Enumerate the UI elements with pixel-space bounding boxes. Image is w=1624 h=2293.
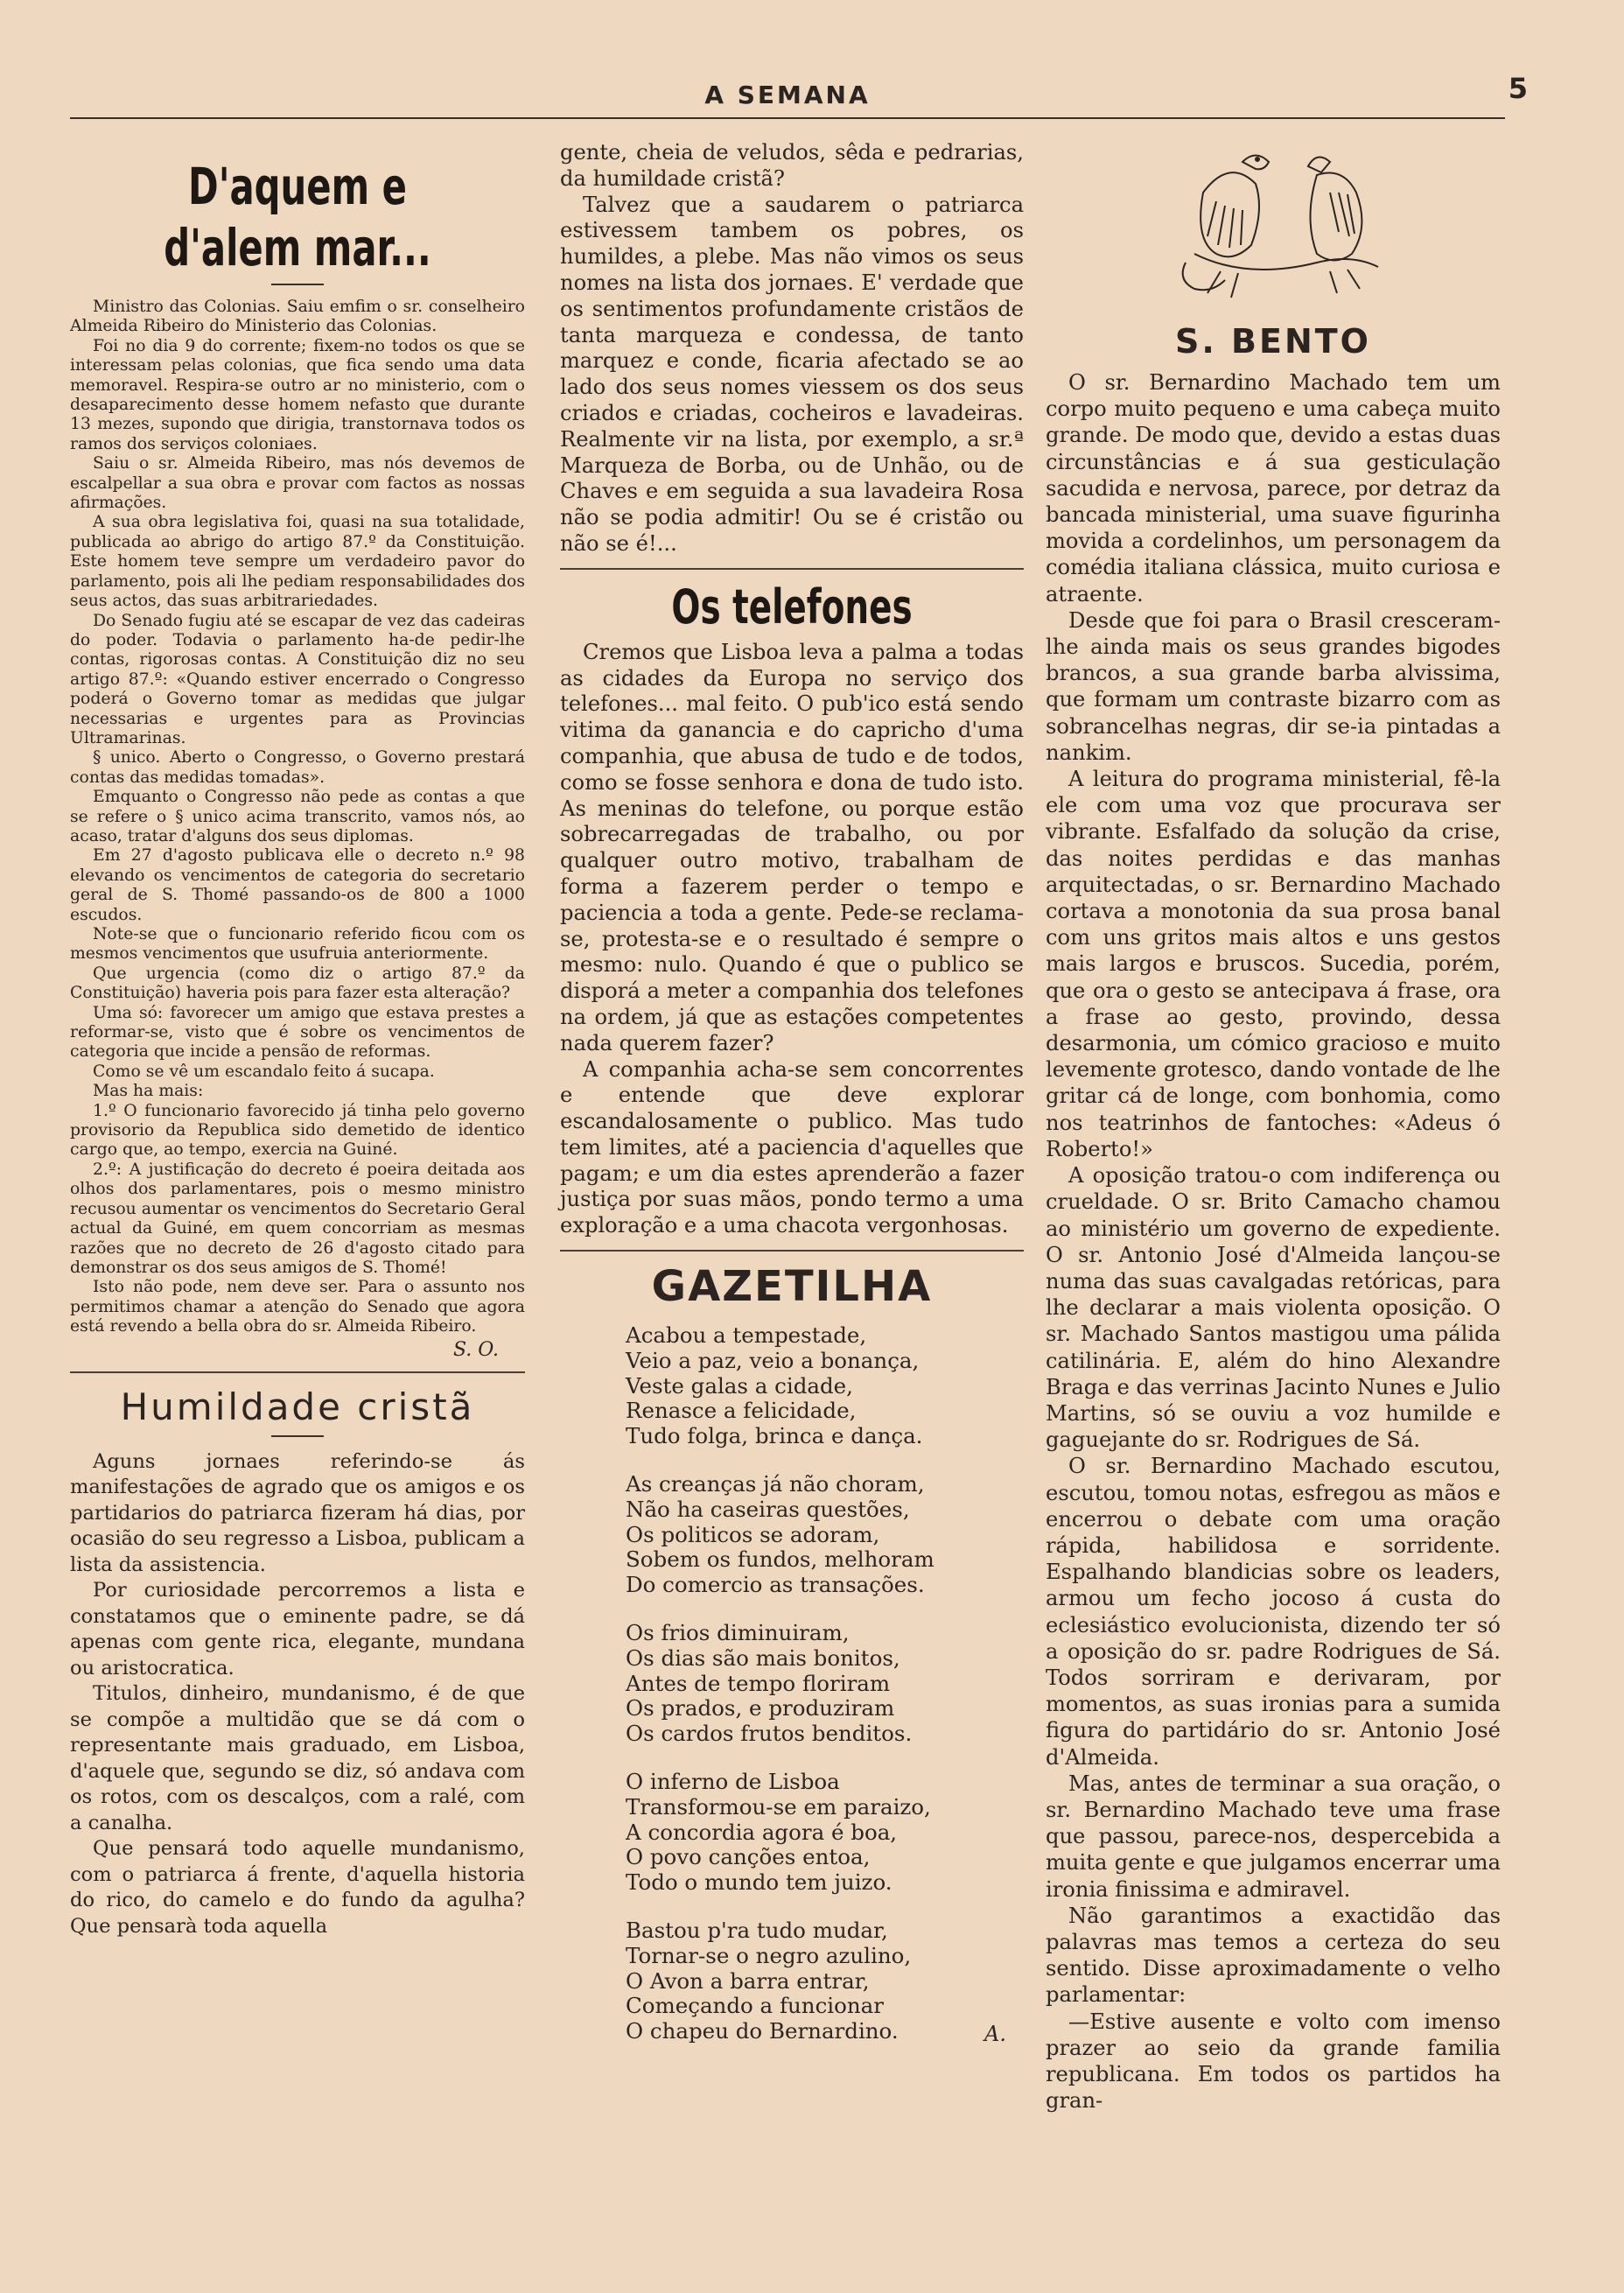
verse: Os cardos frutos benditos. bbox=[626, 1721, 913, 1747]
paragraph: 1.º O funcionario favorecido já tinha pelo governo provisorio da Republica sido demetido de identico cargo que, ao tempo, exercia na Guiné. bbox=[70, 1101, 525, 1160]
title-dash bbox=[271, 1435, 324, 1437]
paragraph: Por curiosidade percorremos a lista e constatamos que o eminente padre, se dá apenas com gente rica, elegante, mundana ou aristocratica. bbox=[70, 1579, 525, 1679]
article-title-gazetilha: GAZETILHA bbox=[651, 1262, 933, 1312]
paragraph: Talvez que a saudarem o patriarca estivessem tambem os pobres, os humildes, a plebe. Mas não vimos os seus nomes na lista dos jornaes. E' verdade que os sentimentos profundamente cristãos de tanta marqueza e condessa, de tanto marquez e conde, ficaria afectado se ao lado dos seus nomes viessem os dos seus criados e criadas, cocheiros e lavadeiras. Realmente vir na lista, por exemplo, a sr.ª Marqueza de Borba, ou de Unhão, ou de Chaves e em seguida a sua lavadeira Rosa não se podia admitir! Ou se é cristão ou não se é!... bbox=[560, 192, 1024, 556]
paragraph: 2.º: A justificação do decreto é poeira deitada aos olhos dos parlamentares, pois o mesmo ministro recusou aumentar os vencimentos do Secretario Geral actual da Guiné, em quem concorriam as mesmas razões que no decreto de 26 d'agosto citado para demonstrar os dos seus amigos de S. Thomé! bbox=[70, 1160, 525, 1277]
verse: Acabou a tempestade, bbox=[626, 1322, 867, 1349]
paragraph: A oposição tratou-o com indiferença ou crueldade. O sr. Brito Camacho chamou ao ministério um governo de expediente. O sr. Antonio José d'Almeida lançou-se numa das suas cavalgadas retóricas, para lhe declarar a mais violenta oposição. O sr. Machado Santos mastigou uma pálida catilinária. E, além do hino Alexandre Braga e das verrinas Jacinto Nunes e Julio Martins, só se ouviu a voz humilde e gaguejante do sr. Rodrigues de Sá. bbox=[1046, 1163, 1501, 1453]
separator bbox=[560, 568, 1024, 570]
verse: Tornar-se o negro azulino, bbox=[626, 1942, 912, 1968]
verse: O Avon a barra entrar, bbox=[626, 1967, 870, 1994]
verse: Transformou-se em paraizo, bbox=[626, 1793, 931, 1820]
paragraph: Isto não pode, nem deve ser. Para o assunto nos permitimos chamar a atenção do Senado que agora está revendo a bella obra do sr. Almeida Ribeiro. bbox=[70, 1278, 525, 1336]
paragraph: Que urgencia (como diz o artigo 87.º da Constituição) haveria pois para fazer esta alteração? bbox=[70, 964, 525, 1003]
paragraph: A sua obra legislativa foi, quasi na sua totalidade, publicada ao abrigo do artigo 87.º da Constituição. Este homem teve sempre um verdadeiro pavor do parlamento, pois ali lhe pediam responsabilidades dos seus actos, das suas arbitrariedades. bbox=[70, 513, 525, 611]
verse: Sobem os fundos, melhoram bbox=[626, 1546, 934, 1573]
verse: Não ha caseiras questões, bbox=[626, 1496, 910, 1522]
paragraph: Como se vê um escandalo feito á sucapa. bbox=[93, 1062, 435, 1081]
header-rule bbox=[70, 117, 1505, 119]
paragraph: Desde que foi para o Brasil cresceram-lhe ainda mais os seus grandes bigodes brancos, a sua grande barba alvissima, que formam um contraste bizarro com as sobrancelhas negras, dir se-ia pintadas a nankim. bbox=[1046, 607, 1501, 765]
paragraph: A companhia acha-se sem concorrentes e entende que deve explorar escandalosamente o publico. Mas tudo tem limites, até a paciencia d'aquelles que pagam; e um dia estes aprenderão a fazer justiça por suas mãos, pondo termo a uma exploração e a uma chacota vergonhosas. bbox=[560, 1056, 1024, 1238]
verse: Veio a paz, veio a bonança, bbox=[626, 1347, 920, 1373]
verse: Bastou p'ra tudo mudar, bbox=[626, 1918, 888, 1944]
article-body-telefones bbox=[560, 640, 1024, 1239]
separator bbox=[560, 1250, 1024, 1252]
paragraph: Ministro das Colonias. Saiu emfim o sr. conselheiro Almeida Ribeiro do Ministerio das Colonias. bbox=[70, 298, 525, 336]
verse: Os frios diminuiram, bbox=[626, 1620, 850, 1646]
stanza bbox=[626, 1770, 1024, 1896]
verse: Veste galas a cidade, bbox=[626, 1372, 853, 1399]
article-body-daquem bbox=[70, 298, 525, 1337]
verse: Todo o mundo tem juizo. bbox=[626, 1869, 892, 1896]
birds-illustration-icon bbox=[1142, 140, 1404, 315]
paragraph: Saiu o sr. Almeida Ribeiro, mas nós devemos de escalpellar a sua obra e provar com factos as nossas afirmações. bbox=[70, 454, 525, 513]
verse: Tudo folga, brinca e dança. bbox=[626, 1423, 923, 1449]
verse: Do comercio as transações. bbox=[626, 1572, 925, 1598]
article-title-daquem: D'aquem e d'alem mar... bbox=[164, 157, 431, 277]
article-body-humildade-cont bbox=[560, 140, 1024, 557]
paragraph: gente, cheia de veludos, sêda e pedrarias, da humildade cristã? bbox=[560, 140, 1024, 191]
article-title-humildade: Humildade cristã bbox=[120, 1385, 475, 1428]
paragraph: Em 27 d'agosto publicava elle o decreto n.º 98 elevando os vencimentos de categoria do secretario geral de S. Thomé passando-os de 800 a 1000 escudos. bbox=[70, 846, 525, 924]
paragraph: Do Senado fugiu até se escapar de vez das cadeiras do poder. Todavia o parlamento ha-de pedir-lhe contas, rigorosas contas. A Constituição diz no seu artigo 87.º: «Quando estiver encerrado o Congresso poderá o Governo tomar as medidas que julgar necessarias e urgentes para as Provincias Ultramarinas. bbox=[70, 611, 525, 747]
paragraph: A leitura do programa ministerial, fê-la ele com uma voz que procurava ser vibrante. Esfalfado da solução da crise, das noites perdidas e das manhas arquitectadas, o sr. Bernardino Machado cortava a monotonia da sua prosa banal com uns gritos mais altos e uns gestos mais largos e bruscos. Sucedia, porém, que ora o gesto se antecipava á frase, ora a frase ao gesto, provindo, dessa desarmonia, um cómico gracioso e muito levemente grotesco, dando vontade de lhe gritar cá de longe, com bonhomia, como nos teatrinhos de fantoches: «Adeus ó Roberto!» bbox=[1046, 767, 1501, 1161]
verse: O chapeu do Bernardino. bbox=[626, 2018, 899, 2044]
paragraph: Note-se que o funcionario referido ficou com os mesmos vencimentos que usufruia anteriormente. bbox=[70, 925, 525, 964]
paragraph: Foi no dia 9 do corrente; fixem-no todos os que se interessam pelas colonias, que fica sendo uma data memoravel. Respira-se outro ar no ministerio, com o desaparecimento desse homem nefasto que durante 13 mezes, supondo que dirigia, transtornava todos os ramos dos serviços coloniaes. bbox=[70, 336, 525, 453]
verse: Os dias são mais bonitos, bbox=[626, 1644, 900, 1671]
paragraph: Aguns jornaes referindo-se ás manifestações de agrado que os amigos e os partidarios do patriarca fizeram há dias, por ocasião do seu regresso a Lisboa, publicam a lista da assistencia. bbox=[70, 1449, 525, 1576]
verse: Os prados, e produziram bbox=[626, 1695, 895, 1722]
signature: S. O. bbox=[452, 1338, 499, 1361]
page-number: 5 bbox=[1508, 72, 1528, 105]
column-3 bbox=[1046, 140, 1501, 2114]
article-title-sbento: S. BENTO bbox=[1175, 322, 1371, 361]
paragraph: —Estive ausente e volto com imenso prazer ao seio da grande familia republicana. Em todos os partidos ha gran- bbox=[1046, 2009, 1501, 2114]
verse: Os politicos se adoram, bbox=[626, 1521, 880, 1547]
article-title-telefones: Os telefones bbox=[671, 579, 913, 635]
paragraph: Mas, antes de terminar a sua oração, o sr. Bernardino Machado teve uma frase que passou, parece-nos, despercebida a muita gente e que julgamos encerrar uma ironia finissima e admiravel. bbox=[1046, 1771, 1501, 1902]
stanza bbox=[626, 1323, 1024, 1449]
poem-signature: A. bbox=[984, 2022, 1006, 2046]
column-2 bbox=[560, 140, 1024, 2046]
column-1 bbox=[70, 140, 525, 1939]
verse: Renasce a felicidade, bbox=[626, 1398, 857, 1424]
verse: As creanças já não choram, bbox=[626, 1471, 925, 1497]
verse: Começando a funcionar bbox=[626, 1993, 884, 2019]
article-body-humildade bbox=[70, 1449, 525, 1940]
article-body-sbento bbox=[1046, 369, 1501, 2114]
masthead: A SEMANA bbox=[704, 81, 871, 109]
paragraph: § unico. Aberto o Congresso, o Governo prestará contas das medidas tomadas». bbox=[70, 748, 525, 787]
paragraph: O sr. Bernardino Machado tem um corpo muito pequeno e uma cabeça muito grande. De modo que, devido a estas duas circunstâncias e á sua gesticulação sacudida e nervosa, parece, por detraz da bancada ministerial, uma suave figurinha movida a cordelinhos, um personagem da comédia italiana clássica, muito curiosa e atraente. bbox=[1046, 370, 1501, 607]
paragraph: Emquanto o Congresso não pede as contas a que se refere o § unico acima transcrito, vamos nós, ao acaso, tratar d'alguns dos seus diplomas. bbox=[70, 788, 525, 845]
paragraph: Mas ha mais: bbox=[93, 1082, 204, 1101]
verse: O povo canções entoa, bbox=[626, 1844, 871, 1870]
stanza bbox=[626, 1472, 1024, 1598]
verse: A concordia agora é boa, bbox=[626, 1819, 898, 1845]
verse: O inferno de Lisboa bbox=[626, 1769, 840, 1795]
separator bbox=[70, 1371, 525, 1373]
title-dash bbox=[271, 284, 324, 285]
verse: Antes de tempo floriram bbox=[626, 1670, 891, 1696]
stanza bbox=[626, 1621, 1024, 1747]
paragraph: Não garantimos a exactidão das palavras mas temos a certeza do seu sentido. Disse aproximadamente o velho parlamentar: bbox=[1046, 1903, 1501, 2008]
paragraph: O sr. Bernardino Machado escutou, escutou, tomou notas, esfregou as mãos e encerrou o debate com uma oração rápida, habilidosa e sorridente. Espalhando blandicias sobre os leaders, armou um fecho jocoso á custa do eclesiástico evolucionista, dizendo ter só a oposição do sr. padre Rodrigues de Sá. Todos sorriram e derivaram, por momentos, as suas ironias para a sumida figura do partidário do sr. Antonio José d'Almeida. bbox=[1046, 1454, 1501, 1770]
paragraph: Que pensará todo aquelle mundanismo, com o patriarca á frente, d'aquella historia do rico, do camelo e do fundo da agulha? Que pensarà toda aquella bbox=[70, 1837, 525, 1938]
paragraph: Titulos, dinheiro, mundanismo, é de que se compõe a multidão que se dá com o representante mais graduado, em Lisboa, d'aquele que, segundo se diz, só andava com os rotos, com os descalços, com a ralé, com a canalha. bbox=[70, 1682, 525, 1834]
paragraph: Cremos que Lisboa leva a palma a todas as cidades da Europa no serviço dos telefones... mal feito. O pub'ico está sendo vitima da ganancia e do capricho d'uma companhia, que abusa de tudo e de todos, como se fosse senhora e dona de tudo isto. As meninas do telefone, ou porque estão sobrecarregadas de trabalho, ou por qualquer outro motivo, trabalham de forma a fazerem perder o tempo e paciencia a toda a gente. Pede-se reclama-se, protesta-se e o resultado é sempre o mesmo: nulo. Quando é que o publico se disporá a meter a companhia dos telefones na ordem, já que as estações competentes nada querem fazer? bbox=[560, 639, 1024, 1055]
poem bbox=[560, 1323, 1024, 2044]
paragraph: Uma só: favorecer um amigo que estava prestes a reformar-se, visto que é sobre os vencimentos de categoria que incide a pensão de reformas. bbox=[70, 1003, 525, 1062]
